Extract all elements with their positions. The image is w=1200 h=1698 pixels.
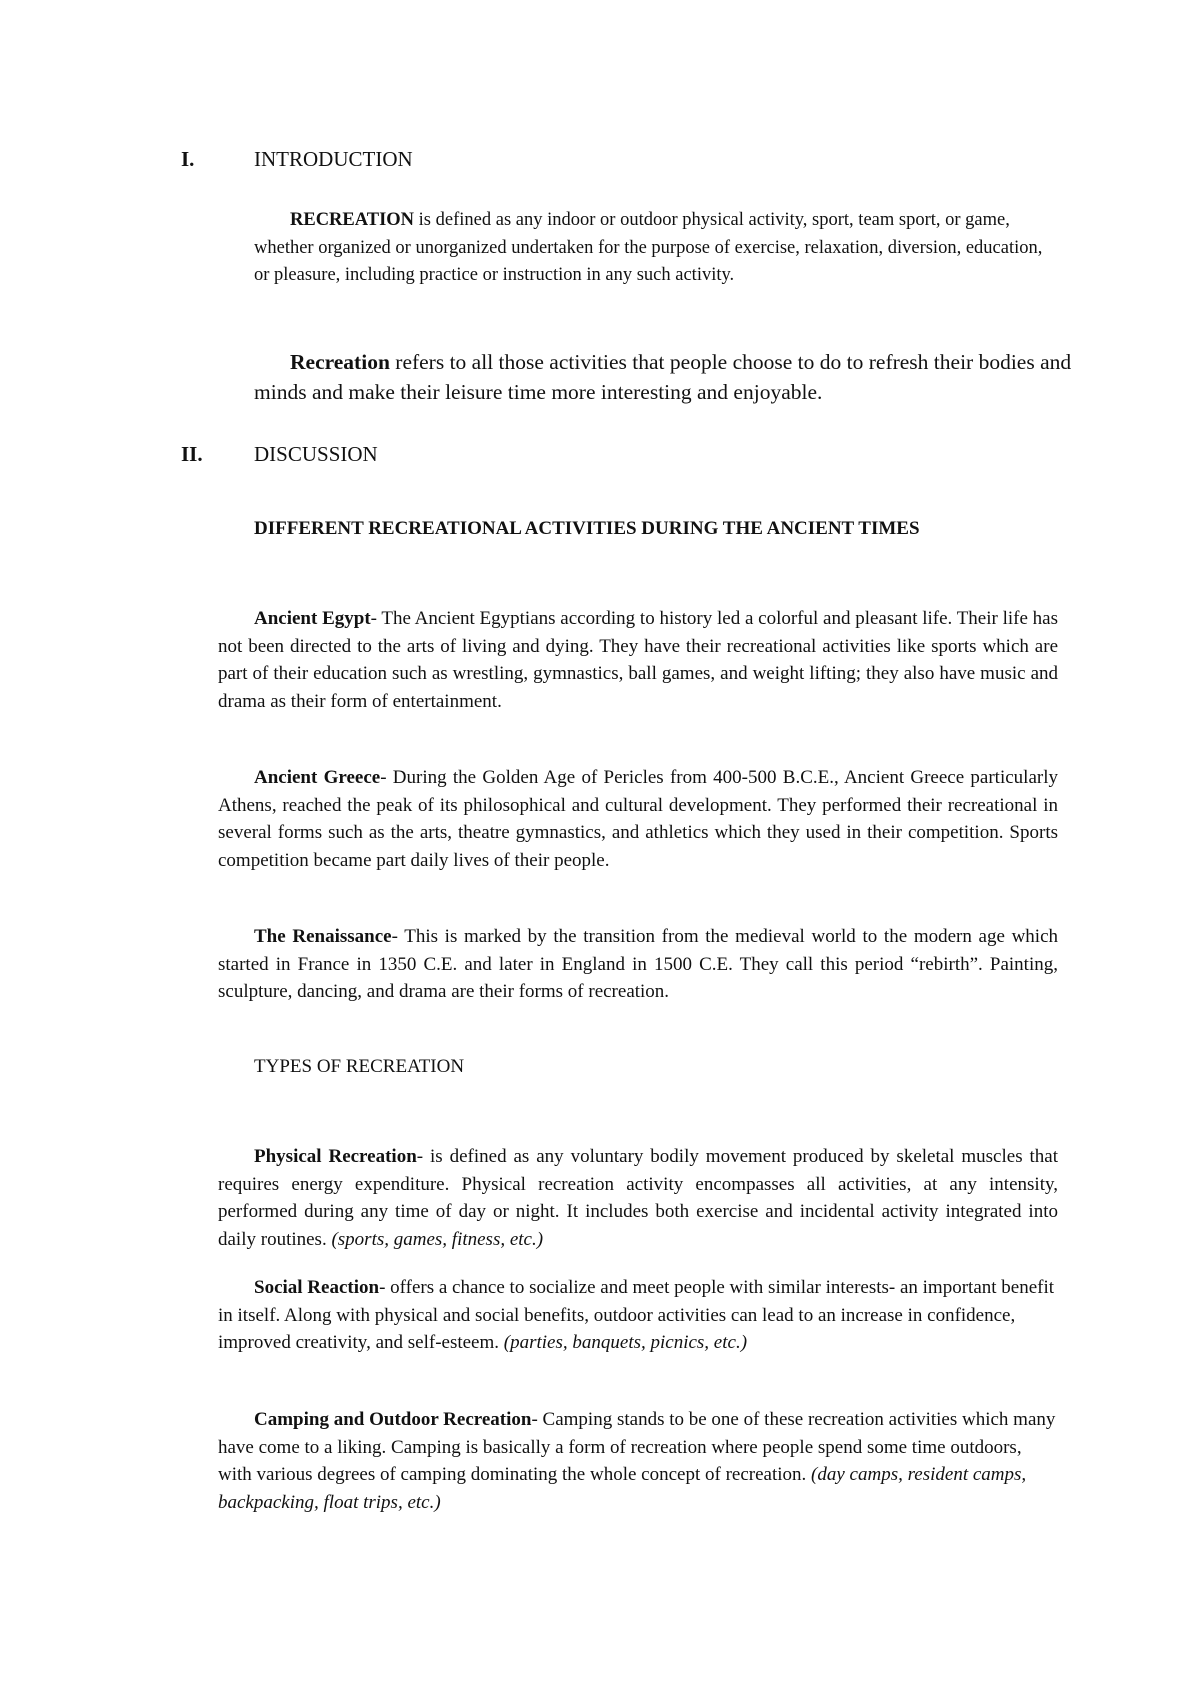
ancient-greece-text: - During the Golden Age of Pericles from 400-500 B.C.E., Ancient Greece particularly Athens, reached the peak of its philosophical and cultural development. They performed their recreational in several forms such as the arts, theatre gymnastics, and athletics which they used in their competition. Sports competition became part daily lives of their people.: [218, 767, 1058, 871]
physical-recreation-examples: (sports, games, fitness, etc.): [331, 1228, 544, 1250]
term-ancient-greece: Ancient Greece: [254, 767, 381, 788]
term-renaissance: The Renaissance: [254, 926, 392, 947]
physical-recreation-text: - is defined as any voluntary bodily movement produced by skeletal muscles that requires energy expenditure. Physical recreation activity encompasses all activities, at any intensity, performed during any time of day or night. It includes both exercise and incidental activity integrated into daily routines.: [218, 1146, 1058, 1250]
section-numeral-discussion: II.: [181, 442, 203, 466]
term-camping-outdoor: Camping and Outdoor Recreation: [254, 1409, 532, 1430]
paragraph-camping-outdoor: [218, 1406, 1058, 1516]
subheading-types-of-recreation: TYPES OF RECREATION: [254, 1056, 465, 1077]
paragraph-renaissance: [218, 923, 1058, 1006]
camping-outdoor-text: - Camping stands to be one of these recreation activities which many have come to a liking. Camping is basically a form of recreation where people spend some time outdoors, with various degrees of camping dominating the whole concept of recreation.: [218, 1409, 1056, 1485]
ancient-egypt-text: - The Ancient Egyptians according to history led a colorful and pleasant life. Their life has not been directed to the arts of living and dying. They have their recreational activities like sports which are part of their education such as wrestling, gymnastics, ball games, and weight lifting; they also have music and drama as their form of entertainment.: [218, 608, 1058, 712]
intro-paragraph-refers: [254, 347, 1074, 407]
social-reaction-text: - offers a chance to socialize and meet people with similar interests- an important benefit in itself. Along with physical and social benefits, outdoor activities can lead to an increase in confidence, improved creativity, and self-esteem.: [218, 1277, 1055, 1353]
section-title-discussion: DISCUSSION: [254, 442, 378, 466]
intro-definition-text: is defined as any indoor or outdoor physical activity, sport, team sport, or game, whether organized or unorganized undertaken for the purpose of exercise, relaxation, diversion, education, or pleasure, including practice or instruction in any such activity.: [254, 210, 1043, 285]
intro-paragraph-definition: [254, 207, 1054, 290]
paragraph-physical-recreation: [218, 1143, 1058, 1253]
camping-outdoor-examples: (day camps, resident camps, backpacking, float trips, etc.): [218, 1464, 1027, 1513]
term-physical-recreation: Physical Recreation: [254, 1146, 417, 1167]
term-recreation-caps: RECREATION: [290, 210, 415, 230]
section-numeral-introduction: I.: [181, 147, 195, 171]
subheading-ancient-times: DIFFERENT RECREATIONAL ACTIVITIES DURING THE ANCIENT TIMES: [254, 518, 920, 539]
section-title-introduction: INTRODUCTION: [254, 147, 413, 171]
term-social-reaction: Social Reaction: [254, 1277, 380, 1298]
paragraph-ancient-greece: [218, 764, 1058, 874]
term-ancient-egypt: Ancient Egypt: [254, 608, 371, 629]
renaissance-text: - This is marked by the transition from the medieval world to the modern age which started in France in 1350 C.E. and later in England in 1500 C.E. They call this period “rebirth”. Painting, sculpture, dancing, and drama are their forms of recreation.: [218, 926, 1058, 1002]
paragraph-ancient-egypt: [218, 605, 1058, 715]
intro-refers-text: refers to all those activities that people choose to do to refresh their bodies and minds and make their leisure time more interesting and enjoyable.: [254, 350, 1072, 404]
paragraph-social-reaction: [218, 1274, 1058, 1357]
term-recreation: Recreation: [290, 350, 390, 374]
social-reaction-examples: (parties, banquets, picnics, etc.): [503, 1332, 748, 1353]
